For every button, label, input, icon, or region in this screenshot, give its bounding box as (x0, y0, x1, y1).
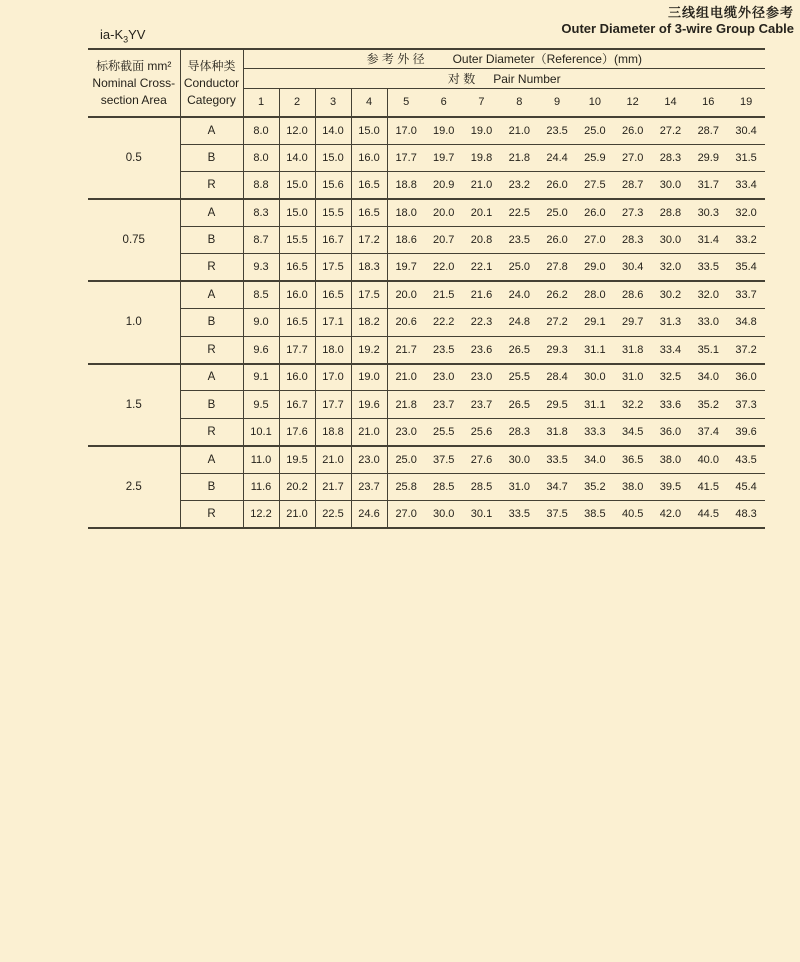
diameter-value-cell: 15.0 (351, 117, 387, 144)
data-row-1.5-R (88, 418, 765, 445)
diameter-value-cell: 28.3 (652, 144, 690, 171)
diameter-value-cell: 19.7 (425, 144, 463, 171)
diameter-value-cell: 19.7 (387, 254, 425, 281)
diameter-value-cell: 35.4 (727, 254, 765, 281)
category-cell: R (180, 254, 243, 281)
diameter-value-cell: 28.7 (614, 172, 652, 199)
diameter-value-cell: 22.3 (463, 309, 501, 336)
category-cell: B (180, 309, 243, 336)
diameter-value-cell: 8.0 (243, 117, 279, 144)
header-pair-number (243, 68, 765, 88)
diameter-value-cell: 31.0 (500, 473, 538, 500)
category-cell: B (180, 391, 243, 418)
category-cell: A (180, 281, 243, 308)
diameter-value-cell: 23.2 (500, 172, 538, 199)
diameter-value-cell: 33.0 (689, 309, 727, 336)
category-cell: A (180, 446, 243, 473)
diameter-value-cell: 28.5 (425, 473, 463, 500)
diameter-value-cell: 34.8 (727, 309, 765, 336)
diameter-value-cell: 42.0 (652, 500, 690, 527)
diameter-value-cell: 30.1 (463, 500, 501, 527)
data-row-1.0-R (88, 336, 765, 363)
col-header-nominal-area (88, 49, 180, 117)
diameter-value-cell: 31.3 (652, 309, 690, 336)
diameter-value-cell: 17.7 (387, 144, 425, 171)
diameter-value-cell: 18.3 (351, 254, 387, 281)
pair-number-cell: 8 (500, 88, 538, 117)
diameter-value-cell: 27.2 (538, 309, 576, 336)
diameter-value-cell: 43.5 (727, 446, 765, 473)
pair-number-cell: 12 (614, 88, 652, 117)
diameter-value-cell: 31.5 (727, 144, 765, 171)
diameter-value-cell: 19.8 (463, 144, 501, 171)
pair-number-cell: 19 (727, 88, 765, 117)
pair-number-en: Pair Number (493, 71, 561, 86)
diameter-value-cell: 16.7 (315, 227, 351, 254)
diameter-value-cell: 15.0 (279, 199, 315, 226)
diameter-value-cell: 25.8 (387, 473, 425, 500)
diameter-value-cell: 29.9 (689, 144, 727, 171)
diameter-value-cell: 8.8 (243, 172, 279, 199)
diameter-value-cell: 18.0 (315, 336, 351, 363)
diameter-value-cell: 26.0 (538, 172, 576, 199)
outer-diameter-table (88, 48, 765, 529)
diameter-value-cell: 18.0 (387, 199, 425, 226)
data-row-2.5-B (88, 473, 765, 500)
diameter-value-cell: 35.2 (689, 391, 727, 418)
pair-number-cell: 4 (351, 88, 387, 117)
data-row-2.5-R (88, 500, 765, 527)
diameter-value-cell: 33.6 (652, 391, 690, 418)
data-row-1.5-B (88, 391, 765, 418)
pair-number-cell: 9 (538, 88, 576, 117)
diameter-value-cell: 33.5 (500, 500, 538, 527)
header-row-1 (88, 49, 765, 68)
diameter-value-cell: 18.8 (315, 418, 351, 445)
diameter-value-cell: 37.2 (727, 336, 765, 363)
diameter-value-cell: 27.0 (614, 144, 652, 171)
diameter-value-cell: 19.0 (425, 117, 463, 144)
diameter-value-cell: 37.5 (538, 500, 576, 527)
diameter-value-cell: 36.0 (652, 418, 690, 445)
header-outer-diameter (243, 49, 765, 68)
diameter-value-cell: 33.4 (727, 172, 765, 199)
diameter-value-cell: 24.4 (538, 144, 576, 171)
diameter-value-cell: 28.0 (576, 281, 614, 308)
diameter-value-cell: 20.2 (279, 473, 315, 500)
diameter-value-cell: 24.6 (351, 500, 387, 527)
diameter-value-cell: 34.0 (689, 364, 727, 391)
diameter-value-cell: 21.0 (387, 364, 425, 391)
data-row-1.5-A (88, 364, 765, 391)
area-cell: 0.5 (88, 117, 180, 199)
diameter-value-cell: 20.6 (387, 309, 425, 336)
pair-number-cell: 6 (425, 88, 463, 117)
page-title-block (561, 5, 794, 37)
diameter-value-cell: 23.5 (425, 336, 463, 363)
diameter-value-cell: 20.0 (425, 199, 463, 226)
diameter-value-cell: 34.0 (576, 446, 614, 473)
area-cell: 0.75 (88, 199, 180, 281)
diameter-value-cell: 33.5 (689, 254, 727, 281)
diameter-value-cell: 29.5 (538, 391, 576, 418)
diameter-value-cell: 19.6 (351, 391, 387, 418)
diameter-value-cell: 26.0 (576, 199, 614, 226)
diameter-value-cell: 25.9 (576, 144, 614, 171)
diameter-value-cell: 21.0 (279, 500, 315, 527)
diameter-value-cell: 8.3 (243, 199, 279, 226)
diameter-value-cell: 39.6 (727, 418, 765, 445)
diameter-value-cell: 17.7 (279, 336, 315, 363)
conductor-category-en1: Conductor (183, 75, 240, 90)
diameter-value-cell: 20.7 (425, 227, 463, 254)
outer-diameter-en: Outer Diameter（Reference）(mm) (452, 52, 642, 67)
diameter-value-cell: 16.5 (279, 254, 315, 281)
diameter-value-cell: 28.3 (500, 418, 538, 445)
diameter-value-cell: 9.6 (243, 336, 279, 363)
diameter-value-cell: 33.3 (576, 418, 614, 445)
diameter-value-cell: 24.0 (500, 281, 538, 308)
diameter-value-cell: 20.1 (463, 199, 501, 226)
diameter-value-cell: 8.7 (243, 227, 279, 254)
diameter-value-cell: 36.0 (727, 364, 765, 391)
diameter-value-cell: 15.5 (279, 227, 315, 254)
nominal-area-zh: 标称截面 mm² (96, 58, 172, 73)
diameter-value-cell: 30.0 (652, 172, 690, 199)
outer-diameter-zh: 参 考 外 径 (366, 52, 425, 67)
pair-number-zh: 对 数 (447, 71, 476, 86)
diameter-value-cell: 8.0 (243, 144, 279, 171)
diameter-value-cell: 12.0 (279, 117, 315, 144)
diameter-value-cell: 25.0 (387, 446, 425, 473)
diameter-value-cell: 23.7 (463, 391, 501, 418)
diameter-value-cell: 17.5 (351, 281, 387, 308)
data-row-1.0-B (88, 309, 765, 336)
diameter-value-cell: 37.3 (727, 391, 765, 418)
diameter-value-cell: 23.5 (538, 117, 576, 144)
diameter-value-cell: 17.0 (315, 364, 351, 391)
diameter-value-cell: 38.5 (576, 500, 614, 527)
category-cell: B (180, 227, 243, 254)
diameter-value-cell: 25.6 (463, 418, 501, 445)
diameter-value-cell: 15.0 (315, 144, 351, 171)
diameter-value-cell: 15.0 (279, 172, 315, 199)
data-row-0.5-A (88, 117, 765, 144)
model-subscript: 3 (123, 34, 129, 45)
diameter-value-cell: 25.0 (500, 254, 538, 281)
col-header-conductor-category (180, 49, 243, 117)
diameter-value-cell: 16.5 (351, 199, 387, 226)
diameter-value-cell: 30.3 (689, 199, 727, 226)
diameter-value-cell: 28.5 (463, 473, 501, 500)
diameter-value-cell: 33.4 (652, 336, 690, 363)
diameter-value-cell: 21.8 (387, 391, 425, 418)
diameter-value-cell: 23.0 (463, 364, 501, 391)
diameter-value-cell: 11.0 (243, 446, 279, 473)
area-cell: 1.0 (88, 281, 180, 363)
diameter-value-cell: 32.5 (652, 364, 690, 391)
diameter-value-cell: 18.8 (387, 172, 425, 199)
category-cell: R (180, 500, 243, 527)
data-row-0.5-B (88, 144, 765, 171)
diameter-value-cell: 14.0 (279, 144, 315, 171)
diameter-value-cell: 23.5 (500, 227, 538, 254)
diameter-value-cell: 16.5 (315, 281, 351, 308)
diameter-value-cell: 26.2 (538, 281, 576, 308)
diameter-value-cell: 17.2 (351, 227, 387, 254)
diameter-value-cell: 32.0 (652, 254, 690, 281)
diameter-value-cell: 32.2 (614, 391, 652, 418)
diameter-value-cell: 19.0 (463, 117, 501, 144)
diameter-value-cell: 45.4 (727, 473, 765, 500)
diameter-value-cell: 28.6 (614, 281, 652, 308)
data-row-1.0-A (88, 281, 765, 308)
diameter-value-cell: 18.2 (351, 309, 387, 336)
diameter-value-cell: 31.1 (576, 336, 614, 363)
diameter-value-cell: 21.0 (463, 172, 501, 199)
pair-number-cell: 10 (576, 88, 614, 117)
diameter-value-cell: 12.2 (243, 500, 279, 527)
diameter-value-cell: 32.0 (727, 199, 765, 226)
nominal-area-en1: Nominal Cross- (92, 75, 176, 90)
diameter-value-cell: 28.8 (652, 199, 690, 226)
data-row-0.75-B (88, 227, 765, 254)
diameter-value-cell: 16.5 (279, 309, 315, 336)
category-cell: A (180, 364, 243, 391)
diameter-value-cell: 21.7 (387, 336, 425, 363)
diameter-value-cell: 21.0 (315, 446, 351, 473)
conductor-category-en2: Category (187, 92, 236, 107)
diameter-value-cell: 20.9 (425, 172, 463, 199)
diameter-value-cell: 20.0 (387, 281, 425, 308)
diameter-value-cell: 30.0 (576, 364, 614, 391)
diameter-value-cell: 15.6 (315, 172, 351, 199)
diameter-value-cell: 21.0 (351, 418, 387, 445)
conductor-category-zh: 导体种类 (187, 58, 236, 73)
diameter-value-cell: 31.1 (576, 391, 614, 418)
diameter-value-cell: 48.3 (727, 500, 765, 527)
diameter-value-cell: 34.7 (538, 473, 576, 500)
data-row-0.5-R (88, 172, 765, 199)
nominal-area-en2: section Area (100, 92, 167, 107)
diameter-value-cell: 30.0 (652, 227, 690, 254)
pair-number-cell: 1 (243, 88, 279, 117)
diameter-value-cell: 40.5 (614, 500, 652, 527)
diameter-value-cell: 17.7 (315, 391, 351, 418)
diameter-value-cell: 31.4 (689, 227, 727, 254)
diameter-value-cell: 30.2 (652, 281, 690, 308)
diameter-value-cell: 16.0 (279, 281, 315, 308)
diameter-value-cell: 21.7 (315, 473, 351, 500)
diameter-value-cell: 32.0 (689, 281, 727, 308)
diameter-value-cell: 10.1 (243, 418, 279, 445)
diameter-value-cell: 8.5 (243, 281, 279, 308)
diameter-value-cell: 33.5 (538, 446, 576, 473)
category-cell: R (180, 336, 243, 363)
page-title-english: Outer Diameter of 3-wire Group Cable (561, 21, 794, 36)
diameter-value-cell: 27.6 (463, 446, 501, 473)
diameter-value-cell: 22.2 (425, 309, 463, 336)
diameter-value-cell: 16.0 (279, 364, 315, 391)
diameter-value-cell: 37.4 (689, 418, 727, 445)
diameter-value-cell: 9.5 (243, 391, 279, 418)
category-cell: A (180, 199, 243, 226)
diameter-value-cell: 23.0 (425, 364, 463, 391)
diameter-value-cell: 33.2 (727, 227, 765, 254)
area-cell: 1.5 (88, 364, 180, 446)
diameter-value-cell: 27.3 (614, 199, 652, 226)
diameter-value-cell: 29.1 (576, 309, 614, 336)
diameter-value-cell: 19.2 (351, 336, 387, 363)
diameter-value-cell: 27.2 (652, 117, 690, 144)
diameter-value-cell: 41.5 (689, 473, 727, 500)
diameter-value-cell: 28.7 (689, 117, 727, 144)
pair-number-cell: 3 (315, 88, 351, 117)
pair-number-cell: 16 (689, 88, 727, 117)
diameter-value-cell: 23.7 (351, 473, 387, 500)
diameter-value-cell: 23.0 (387, 418, 425, 445)
diameter-value-cell: 31.0 (614, 364, 652, 391)
diameter-value-cell: 27.0 (576, 227, 614, 254)
pair-number-cell: 7 (463, 88, 501, 117)
diameter-value-cell: 21.5 (425, 281, 463, 308)
diameter-value-cell: 20.8 (463, 227, 501, 254)
category-cell: A (180, 117, 243, 144)
diameter-value-cell: 37.5 (425, 446, 463, 473)
page-title-chinese: 三线组电缆外径参考 (667, 5, 794, 20)
diameter-value-cell: 23.6 (463, 336, 501, 363)
diameter-value-cell: 21.6 (463, 281, 501, 308)
diameter-value-cell: 29.0 (576, 254, 614, 281)
diameter-value-cell: 11.6 (243, 473, 279, 500)
diameter-value-cell: 19.5 (279, 446, 315, 473)
diameter-value-cell: 25.0 (538, 199, 576, 226)
diameter-value-cell: 30.0 (425, 500, 463, 527)
area-cell: 2.5 (88, 446, 180, 528)
diameter-value-cell: 26.5 (500, 391, 538, 418)
diameter-value-cell: 38.0 (614, 473, 652, 500)
data-row-0.75-R (88, 254, 765, 281)
data-row-2.5-A (88, 446, 765, 473)
diameter-value-cell: 26.0 (538, 227, 576, 254)
diameter-value-cell: 28.4 (538, 364, 576, 391)
diameter-value-cell: 17.1 (315, 309, 351, 336)
diameter-value-cell: 39.5 (652, 473, 690, 500)
diameter-value-cell: 30.4 (727, 117, 765, 144)
diameter-value-cell: 14.0 (315, 117, 351, 144)
pair-number-cell: 2 (279, 88, 315, 117)
diameter-value-cell: 9.0 (243, 309, 279, 336)
diameter-value-cell: 25.5 (425, 418, 463, 445)
diameter-value-cell: 27.5 (576, 172, 614, 199)
diameter-value-cell: 38.0 (652, 446, 690, 473)
diameter-value-cell: 17.0 (387, 117, 425, 144)
category-cell: R (180, 172, 243, 199)
diameter-value-cell: 24.8 (500, 309, 538, 336)
diameter-value-cell: 29.3 (538, 336, 576, 363)
model-prefix: ia-K (100, 27, 124, 42)
diameter-value-cell: 31.8 (538, 418, 576, 445)
diameter-value-cell: 18.6 (387, 227, 425, 254)
diameter-value-cell: 23.0 (351, 446, 387, 473)
diameter-value-cell: 9.1 (243, 364, 279, 391)
diameter-value-cell: 35.1 (689, 336, 727, 363)
diameter-value-cell: 16.5 (351, 172, 387, 199)
diameter-value-cell: 35.2 (576, 473, 614, 500)
diameter-value-cell: 9.3 (243, 254, 279, 281)
diameter-value-cell: 22.0 (425, 254, 463, 281)
diameter-value-cell: 30.4 (614, 254, 652, 281)
diameter-value-cell: 26.5 (500, 336, 538, 363)
diameter-value-cell: 25.5 (500, 364, 538, 391)
diameter-value-cell: 22.5 (500, 199, 538, 226)
diameter-value-cell: 16.7 (279, 391, 315, 418)
diameter-value-cell: 33.7 (727, 281, 765, 308)
diameter-value-cell: 23.7 (425, 391, 463, 418)
diameter-value-cell: 17.6 (279, 418, 315, 445)
data-row-0.75-A (88, 199, 765, 226)
diameter-value-cell: 28.3 (614, 227, 652, 254)
diameter-value-cell: 15.5 (315, 199, 351, 226)
diameter-value-cell: 22.5 (315, 500, 351, 527)
diameter-value-cell: 21.0 (500, 117, 538, 144)
diameter-value-cell: 27.8 (538, 254, 576, 281)
diameter-value-cell: 27.0 (387, 500, 425, 527)
diameter-value-cell: 44.5 (689, 500, 727, 527)
diameter-value-cell: 36.5 (614, 446, 652, 473)
pair-number-cell: 14 (652, 88, 690, 117)
diameter-value-cell: 30.0 (500, 446, 538, 473)
category-cell: B (180, 144, 243, 171)
diameter-value-cell: 31.8 (614, 336, 652, 363)
diameter-value-cell: 16.0 (351, 144, 387, 171)
diameter-value-cell: 22.1 (463, 254, 501, 281)
diameter-value-cell: 29.7 (614, 309, 652, 336)
diameter-value-cell: 25.0 (576, 117, 614, 144)
model-suffix: YV (128, 27, 146, 42)
diameter-value-cell: 17.5 (315, 254, 351, 281)
diameter-value-cell: 31.7 (689, 172, 727, 199)
cable-model-label (100, 27, 145, 45)
diameter-value-cell: 19.0 (351, 364, 387, 391)
category-cell: R (180, 418, 243, 445)
diameter-value-cell: 21.8 (500, 144, 538, 171)
pair-number-cell: 5 (387, 88, 425, 117)
category-cell: B (180, 473, 243, 500)
diameter-value-cell: 40.0 (689, 446, 727, 473)
diameter-value-cell: 34.5 (614, 418, 652, 445)
diameter-value-cell: 26.0 (614, 117, 652, 144)
